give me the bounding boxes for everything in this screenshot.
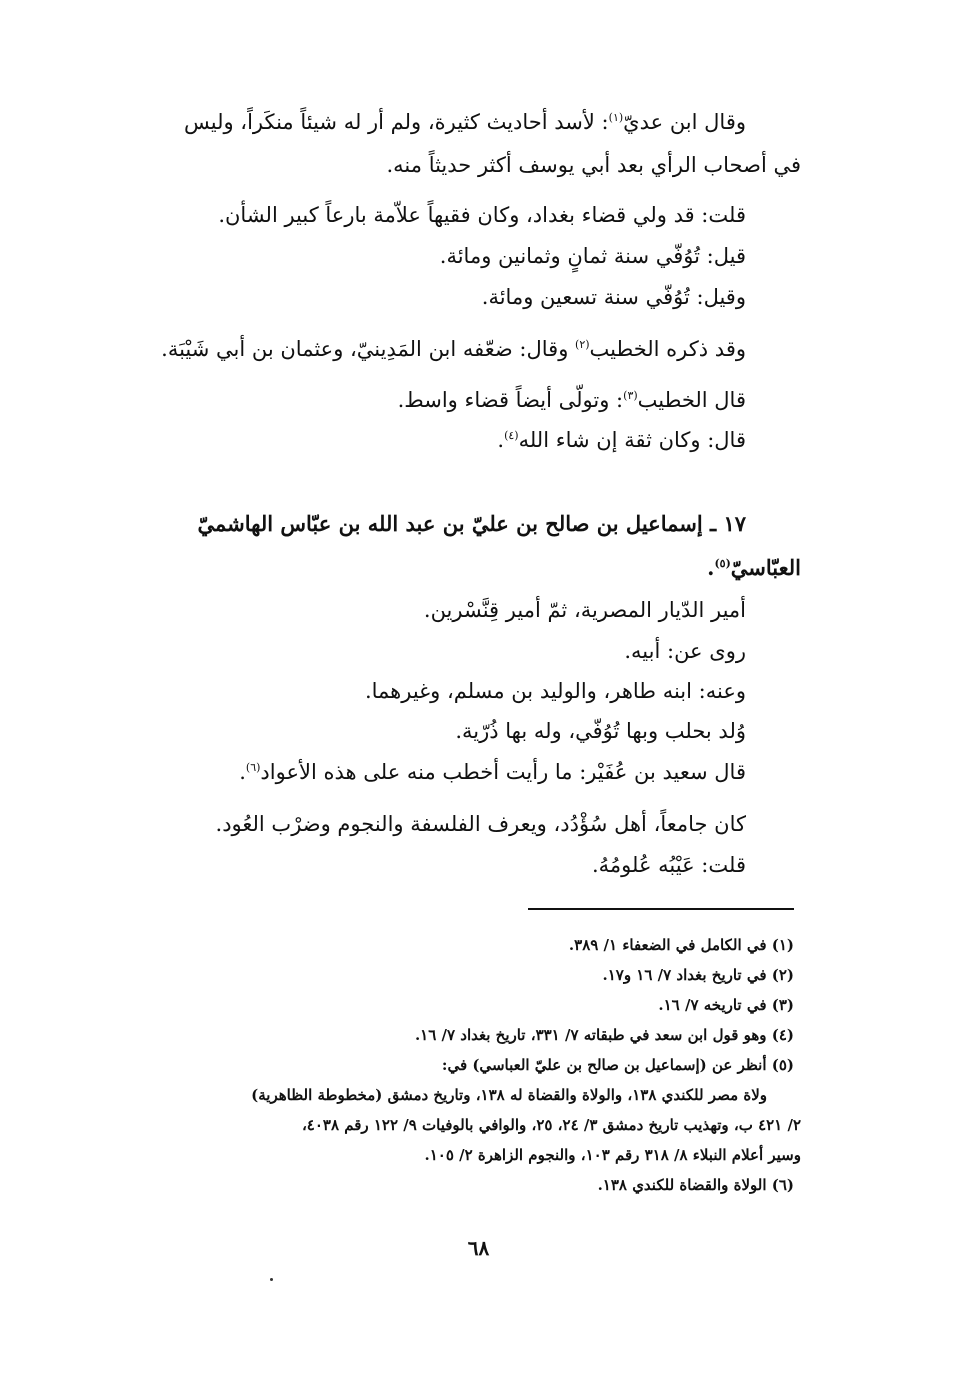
footnote-marker: (٤) [504,429,519,442]
footnote-5-continued-2: ٢/ ٤٢١ ب، وتهذيب تاريخ دمشق ٣/ ٢٤، ٢٥، والوافي بالوفيات ٩/ ١٢٢ رقم ٤٠٣٨، [301,1116,801,1134]
footnote-marker: (٣) [623,389,638,402]
text-line-10: روى عن: أبيه. [624,639,746,663]
text-line-7: قال الخطيب$^{(٣)}$: وتولّى أيضاً قضاء واسط. [397,388,746,412]
footnote-1: (١) في الكامل في الضعفاء ١/ ٣٨٩. [568,936,794,954]
text-line-3: قلت: قد ولي قضاء بغداد، وكان فقيهاً علاّمة بارعاً كبير الشأن. [218,203,746,227]
entry-heading: ١٧ ـ إسماعيل بن صالح بن عليّ بن عبد الله بن عبّاس الهاشميّ [197,511,746,536]
footnote-marker: (٢) [575,338,590,351]
footnote-3: (٣) في تاريخه ٧/ ١٦. [658,996,794,1014]
text-line-11: وعنه: ابنه طاهر، والوليد بن مسلم، وغيرهما. [364,679,746,703]
scan-speck [270,1278,273,1281]
text-line-9: أمير الدّيار المصرية، ثمّ أمير قِنَّسْرين. [423,598,746,622]
footnote-marker: (١) [608,111,624,124]
footnote-marker: (٦) [245,761,261,774]
entry-heading-continued: العبّاسيّ$^{(٥)}$. [707,555,801,580]
footnote-5-continued-3: وسير أعلام النبلاء ٨/ ٣١٨ رقم ١٠٣، والنجوم الزاهرة ٢/ ١٠٥. [424,1146,801,1164]
text-line-8: قال: وكان ثقة إن شاء الله$^{(٤)}$. [497,428,746,452]
text-line-6: وقد ذكره الخطيب$^{(٢)}$ وقال: ضعّفه ابن المَدِينيّ، وعثمان بن أبي شَيْبَة. [161,337,746,361]
footnote-separator [528,908,794,910]
text-line-15: قلت: عَيْبُه عُلومُهُ. [591,853,746,877]
text-line-14: كان جامعاً، أهل سُؤْدُد، ويعرف الفلسفة والنجوم وضرْب العُود. [215,812,746,836]
footnote-2: (٢) في تاريخ بغداد ٧/ ١٦ و١٧. [602,966,794,984]
text-line-12: وُلد بحلب وبها تُوُفّي، وله بها ذُرّية. [455,719,746,743]
text-line-4: قيل: تُوُفّي سنة ثمانٍ وثمانين ومائة. [439,244,746,268]
text-line-2: في أصحاب الرأي بعد أبي يوسف أكثر حديثاً منه. [386,153,801,177]
text-line-1: وقال ابن عديّ$^{(١)}$: لأسد أحاديث كثيرة، ولم أر له شيئاً منكَراً، وليس [183,110,746,134]
footnote-marker: (٥) [714,557,731,570]
footnote-5: (٥) أنظر عن (إسماعيل بن صالح بن عليّ العباسي) في: [441,1056,794,1074]
page-number: ٦٨ [467,1236,490,1260]
footnote-5-continued-1: ولاة مصر للكندي ١٣٨، والولاة والقضاة له ١٣٨، وتاريخ دمشق (مخطوطة الظاهرية) [251,1086,767,1104]
text-line-13: قال سعيد بن عُفَيْر: ما رأيت أخطب منه على هذه الأعواد$^{(٦)}$. [239,760,746,784]
footnote-6: (٦) الولاة والقضاة للكندي ١٣٨. [597,1176,794,1194]
text-line-5: وقيل: تُوُفّي سنة تسعين ومائة. [481,285,746,309]
footnote-4: (٤) وهو قول ابن سعد في طبقاته ٧/ ٣٣١، تاريخ بغداد ٧/ ١٦. [414,1026,794,1044]
